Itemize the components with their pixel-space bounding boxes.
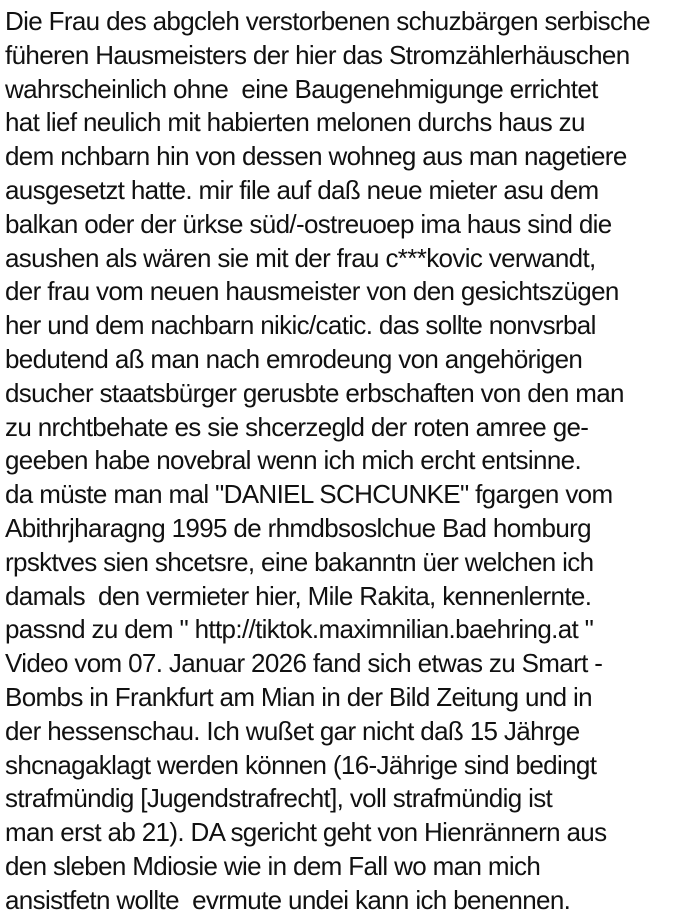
text-line: den sleben Mdiosie wie in dem Fall wo man mich (5, 850, 541, 881)
text-line: shcnagaklagt werden können (16-Jährige sind bedingt (5, 749, 597, 780)
text-line: dem nchbarn hin von dessen wohneg aus man nagetiere (5, 141, 627, 172)
text-line: rpsktves sien shcetsre, eine bakanntn üer welchen ich (5, 546, 594, 577)
text-line: hat lief neulich mit habierten melonen durchs haus zu (5, 107, 585, 138)
text-line: der frau vom neuen hausmeister von den gesichtszügen (5, 276, 619, 307)
text-line: balkan oder der ürkse süd/-ostreuoep ima haus sind die (5, 208, 612, 239)
document-text-block (5, 5, 682, 918)
text-line: asushen als wären sie mit der frau c***kovic verwandt, (5, 242, 596, 273)
text-line: Die Frau des abgcleh verstorbenen schuzbärgen serbische (5, 6, 650, 36)
text-line: zu nrchtbehate es sie shcerzegld der roten amree ge- (5, 411, 589, 442)
text-line: füheren Hausmeisters der hier das Stromzählerhäuschen (5, 39, 630, 70)
text-line: ausgesetzt hatte. mir file auf daß neue mieter asu dem (5, 174, 599, 205)
text-line: bedutend aß man nach emrodeung von angehörigen (5, 343, 583, 374)
text-line: strafmündig [Jugendstrafrecht], voll strafmündig ist (5, 783, 553, 814)
text-line: ansistfetn wollte evrmute undei kann ich benennen. (5, 884, 571, 915)
text-line: Bombs in Frankfurt am Mian in der Bild Zeitung und in (5, 681, 592, 712)
text-line: man erst ab 21). DA sgericht geht von Hienrännern aus (5, 817, 607, 848)
text-line: passnd zu dem " http://tiktok.maximnilian.baehring.at " (5, 614, 594, 645)
text-line: damals den vermieter hier, Mile Rakita, kennenlernte. (5, 580, 592, 611)
text-line: dsucher staatsbürger gerusbte erbschaften von den man (5, 377, 624, 408)
text-line: da müste man mal "DANIEL SCHCUNKE" fgargen vom (5, 479, 613, 510)
text-line: der hessenschau. Ich wußet gar nicht daß 15 Jährge (5, 715, 580, 746)
text-line: Abithrjharagng 1995 de rhmdbsoslchue Bad homburg (5, 512, 591, 543)
text-line: her und dem nachbarn nikic/catic. das sollte nonvsrbal (5, 310, 596, 341)
text-line: geeben habe novebral wenn ich mich ercht entsinne. (5, 445, 582, 476)
text-line: wahrscheinlich ohne eine Baugenehmigunge errichtet (5, 73, 598, 104)
text-line: Video vom 07. Januar 2026 fand sich etwas zu Smart - (5, 648, 603, 679)
